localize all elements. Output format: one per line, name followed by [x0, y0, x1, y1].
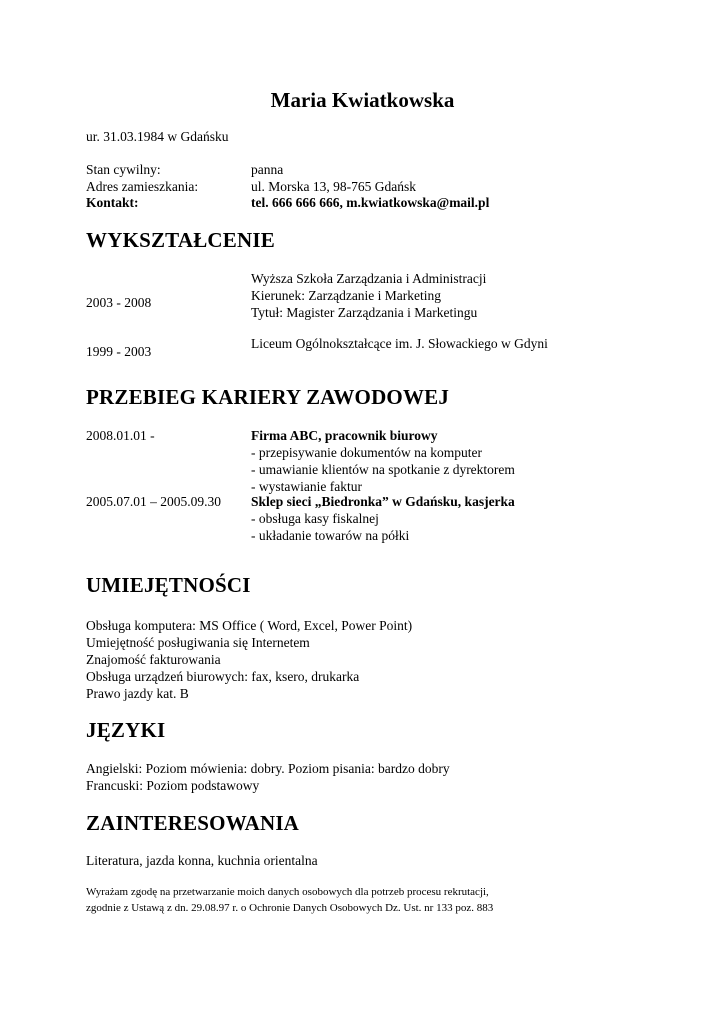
education-line: Kierunek: Zarządzanie i Marketing [251, 288, 442, 303]
career-duty: - obsługa kasy fiskalnej [251, 511, 379, 526]
language-item: Angielski: Poziom mówienia: dobry. Poziom pisania: bardzo dobry [86, 761, 450, 776]
career-duty: - wystawianie faktur [251, 479, 362, 494]
skill-item: Obsługa komputera: MS Office ( Word, Excel, Power Point) [86, 618, 413, 633]
education-line: Liceum Ogólnokształcące im. J. Słowackiego w Gdyni [251, 336, 548, 351]
education-heading: WYKSZTAŁCENIE [86, 228, 275, 252]
marital-status-label: Stan cywilny: [86, 162, 161, 177]
cv-name: Maria Kwiatkowska [270, 88, 455, 112]
education-line: Tytuł: Magister Zarządzania i Marketingu [251, 305, 478, 320]
career-entry-heading: Sklep sieci „Biedronka” w Gdańsku, kasjerka [251, 494, 515, 509]
career-entry [251, 427, 515, 495]
career-duty: - umawianie klientów na spotkanie z dyrektorem [251, 462, 515, 477]
career-entry [251, 493, 515, 544]
interests-heading: ZAINTERESOWANIA [86, 811, 300, 835]
career-period: 2005.07.01 – 2005.09.30 [86, 494, 221, 509]
contact-label: Kontakt: [86, 195, 139, 210]
marital-status-value: panna [251, 162, 284, 177]
education-line: Wyższa Szkoła Zarządzania i Administracji [251, 271, 487, 286]
address-value: ul. Morska 13, 98-765 Gdańsk [251, 179, 416, 194]
address-label: Adres zamieszkania: [86, 179, 199, 194]
skill-item: Znajomość fakturowania [86, 652, 221, 667]
consent-clause [86, 884, 493, 916]
education-details [251, 270, 486, 321]
skills-list [86, 617, 412, 702]
consent-line: Wyrażam zgodę na przetwarzanie moich danych osobowych dla potrzeb procesu rekrutacji, [86, 886, 489, 898]
skills-heading: UMIEJĘTNOŚCI [86, 573, 251, 597]
birth-info: ur. 31.03.1984 w Gdańsku [86, 129, 229, 144]
language-item: Francuski: Poziom podstawowy [86, 778, 260, 793]
consent-line: zgodnie z Ustawą z dn. 29.08.97 r. o Ochronie Danych Osobowych Dz. Ust. nr 133 poz. 883 [86, 902, 494, 914]
career-entry-heading: Firma ABC, pracownik biurowy [251, 428, 438, 443]
contact-value: tel. 666 666 666, m.kwiatkowska@mail.pl [251, 195, 490, 210]
interests-text: Literatura, jazda konna, kuchnia orientalna [86, 853, 318, 868]
education-period: 1999 - 2003 [86, 344, 152, 359]
skill-item: Obsługa urządzeń biurowych: fax, ksero, drukarka [86, 669, 360, 684]
education-period: 2003 - 2008 [86, 295, 152, 310]
career-period: 2008.01.01 - [86, 428, 155, 443]
career-duty: - układanie towarów na półki [251, 528, 410, 543]
skill-item: Umiejętność posługiwania się Internetem [86, 635, 310, 650]
languages-list [86, 760, 450, 794]
career-heading: PRZEBIEG KARIERY ZAWODOWEJ [86, 385, 450, 409]
skill-item: Prawo jazdy kat. B [86, 686, 189, 701]
career-duty: - przepisywanie dokumentów na komputer [251, 445, 482, 460]
languages-heading: JĘZYKI [86, 718, 166, 742]
